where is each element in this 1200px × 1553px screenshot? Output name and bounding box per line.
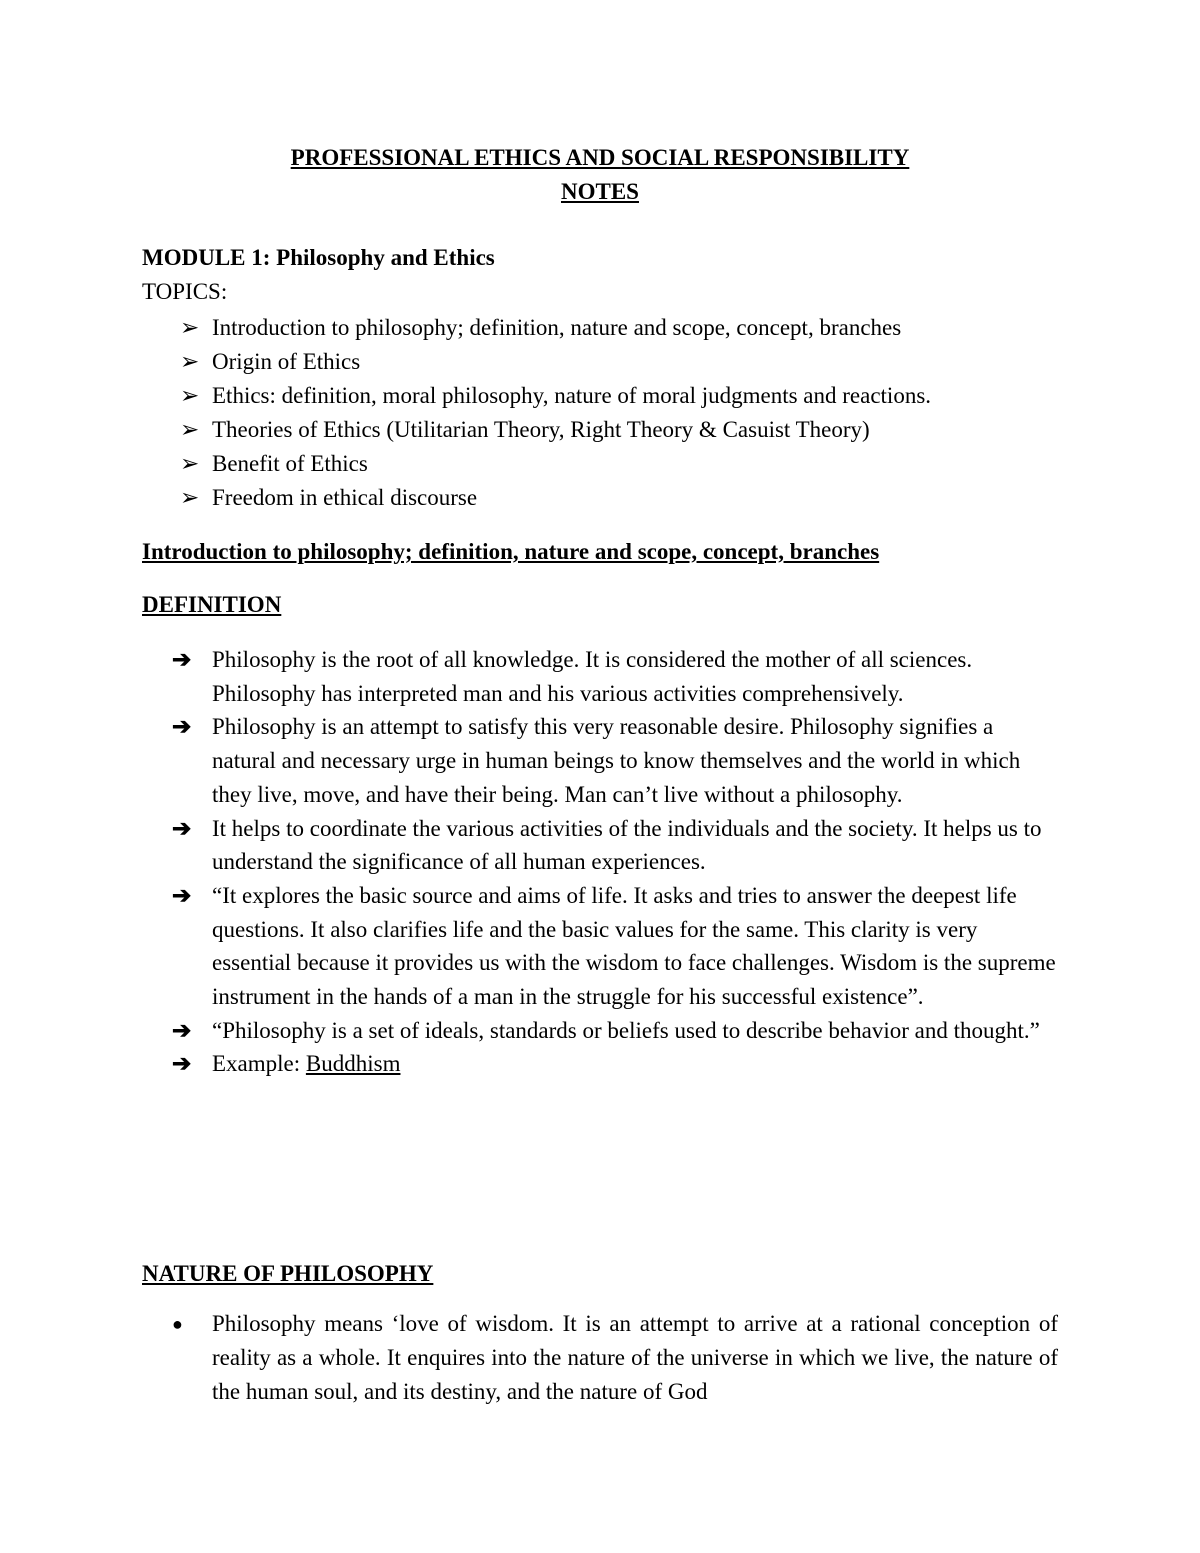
- definition-heading: DEFINITION: [142, 592, 282, 617]
- arrowhead-bullet-icon: ➢: [180, 383, 200, 408]
- document-title: PROFESSIONAL ETHICS AND SOCIAL RESPONSIBILITY: [290, 145, 910, 170]
- arrowhead-bullet-icon: ➢: [180, 417, 200, 442]
- topics-list: [176, 311, 931, 515]
- module-heading: MODULE 1: Philosophy and Ethics: [142, 245, 495, 270]
- arrow-bullet-icon: ➔: [172, 815, 192, 841]
- arrowhead-bullet-icon: ➢: [180, 315, 200, 340]
- document-subtitle: NOTES: [561, 179, 639, 204]
- nature-list: [172, 1307, 1058, 1409]
- list-item: ➢ Origin of Ethics: [176, 345, 931, 379]
- list-item: ➢ Freedom in ethical discourse: [176, 481, 931, 515]
- arrowhead-bullet-icon: ➢: [180, 349, 200, 374]
- list-item: ➔ “It explores the basic source and aims of life. It asks and tries to answer the deepest life questions. It also clarifies life and the basic values for the same. This clarity is very essential because it provides us with the wisdom to face challenges. Wisdom is the supreme instrument in the hands of a man in the struggle for his successful existence”.: [172, 879, 1062, 1014]
- section-heading: Introduction to philosophy; definition, nature and scope, concept, branches: [142, 539, 880, 564]
- definition-list: [172, 643, 1062, 1081]
- list-item: ➢ Theories of Ethics (Utilitarian Theory, Right Theory & Casuist Theory): [176, 413, 931, 447]
- arrow-bullet-icon: ➔: [172, 647, 192, 672]
- list-item: ● Philosophy means ‘love of wisdom. It is an attempt to arrive at a rational conception of reality as a whole. It enquires into the nature of the universe in which we live, the nature of the human soul, and its destiny, and the nature of God: [172, 1307, 1058, 1409]
- list-item: ➔ Philosophy is an attempt to satisfy this very reasonable desire. Philosophy signifies a natural and necessary urge in human beings to know themselves and the world in which they live, move, and have their being. Man can’t live without a philosophy.: [172, 710, 1062, 811]
- topics-label: TOPICS:: [142, 279, 228, 304]
- arrowhead-bullet-icon: ➢: [180, 485, 200, 510]
- list-item: ➢ Ethics: definition, moral philosophy, nature of moral judgments and reactions.: [176, 379, 931, 413]
- list-item: ➢ Benefit of Ethics: [176, 447, 931, 481]
- list-item: ➢ Introduction to philosophy; definition, nature and scope, concept, branches: [176, 311, 931, 345]
- list-item: ➔ Philosophy is the root of all knowledge. It is considered the mother of all sciences. Philosophy has interpreted man and his various activities comprehensively.: [172, 643, 1062, 710]
- arrow-bullet-icon: ➔: [172, 1051, 192, 1077]
- arrow-bullet-icon: ➔: [172, 882, 192, 908]
- nature-heading: NATURE OF PHILOSOPHY: [142, 1261, 434, 1286]
- dot-bullet-icon: ●: [172, 1314, 183, 1334]
- arrowhead-bullet-icon: ➢: [180, 451, 200, 476]
- arrow-bullet-icon: ➔: [172, 1017, 192, 1043]
- arrow-bullet-icon: ➔: [172, 714, 192, 740]
- example-label: Example:: [212, 1051, 301, 1077]
- list-item: ➔ It helps to coordinate the various activities of the individuals and the society. It helps us to understand the significance of all human experiences.: [172, 812, 1062, 879]
- list-item: ➔ “Philosophy is a set of ideals, standards or beliefs used to describe behavior and thought.”: [172, 1014, 1062, 1048]
- example-value: Buddhism: [305, 1051, 401, 1077]
- list-item: [172, 1047, 1062, 1081]
